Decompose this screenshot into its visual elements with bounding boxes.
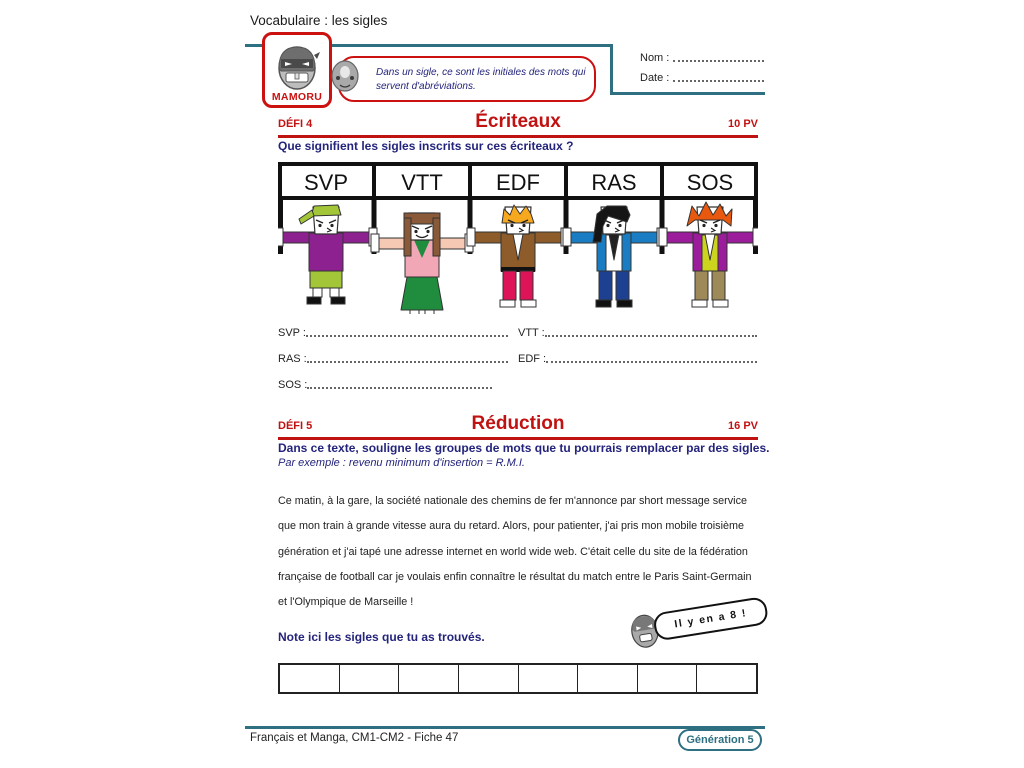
name-label: Nom : <box>640 52 670 64</box>
answer-write-line <box>307 351 508 363</box>
sigles-answer-table <box>278 663 758 694</box>
header-rule-vertical <box>610 44 613 95</box>
defi5-instruction: Dans ce texte, souligne les groupes de mots que tu pourrais remplacer par des sigles. <box>278 441 770 455</box>
defi5-points: 16 PV <box>728 420 758 432</box>
sign-label-edf: EDF <box>496 170 540 195</box>
ecriteaux-character-kid-orange-hair <box>659 202 758 307</box>
sigles-cell-5 <box>519 665 579 692</box>
paragraph-line-2: que mon train à grande vitesse aura du retard. Alors, pour patienter, j'ai pris mon mobile troisième <box>278 520 744 533</box>
hint-badge-text: Il y en a 8 ! <box>673 607 748 631</box>
answer-label: RAS : <box>278 353 307 365</box>
defi4-points: 10 PV <box>728 118 758 130</box>
defi4-label: DÉFI 4 <box>278 118 313 130</box>
answer-label: VTT : <box>518 327 545 339</box>
sigles-cell-4 <box>459 665 519 692</box>
mamoru-name: MAMORU <box>271 91 323 103</box>
defi4-header <box>278 111 758 138</box>
mamoru-character-box <box>262 32 332 108</box>
brand-name: Génération 5 <box>686 734 754 746</box>
answer-write-line <box>546 351 757 363</box>
defi5-example: Par exemple : revenu minimum d'insertion = R.M.I. <box>278 457 525 469</box>
sigles-cell-6 <box>578 665 638 692</box>
date-write-line <box>673 70 764 82</box>
answer-line-ras <box>278 351 508 365</box>
answer-line-edf <box>518 351 757 365</box>
brand-badge <box>678 729 762 751</box>
answer-label: EDF : <box>518 353 547 365</box>
answer-line-svp <box>278 325 508 339</box>
defi4-question: Que signifient les sigles inscrits sur ces écriteaux ? <box>278 139 574 153</box>
ecriteaux-scene <box>278 162 758 314</box>
defi5-label: DÉFI 5 <box>278 420 313 432</box>
sign-label-sos: SOS <box>686 170 734 195</box>
defi5-title: Réduction <box>471 413 565 434</box>
sign-label-ras: RAS <box>591 170 637 195</box>
mamoru-speech-text: Dans un sigle, ce sont les initiales des mots qui servent d'abréviations. <box>376 66 586 92</box>
sigles-cell-2 <box>340 665 400 692</box>
date-field-row <box>640 70 764 84</box>
ecriteaux-character-boy-green-cap <box>278 205 377 304</box>
answer-label: SOS : <box>278 379 308 391</box>
answer-write-line <box>306 325 508 337</box>
footer-reference: Français et Manga, CM1-CM2 - Fiche 47 <box>250 732 459 744</box>
hint-badge-pill <box>652 596 769 641</box>
mamoru-face-icon <box>274 43 320 91</box>
answer-write-line <box>545 325 757 337</box>
sigles-cell-8 <box>697 665 756 692</box>
sigles-cell-7 <box>638 665 698 692</box>
paragraph-line-3: génération et j'ai tapé une adresse internet en world wide web. C'était celle du site de la fédération <box>278 545 748 558</box>
sign-label-svp: SVP <box>303 170 349 195</box>
defi5-note-label: Note ici les sigles que tu as trouvés. <box>278 630 485 644</box>
defi5-header <box>278 413 758 440</box>
date-label: Date : <box>640 72 670 84</box>
mamoru-speech-bubble <box>338 56 596 102</box>
answer-label: SVP : <box>278 327 306 339</box>
chibi-face-icon <box>330 58 360 94</box>
ecriteaux-character-boy-blond <box>467 205 569 307</box>
ecriteaux-character-boy-black-hair <box>563 206 665 307</box>
header-rule-bottom <box>610 92 765 95</box>
answer-write-line <box>307 377 492 389</box>
sigles-cell-1 <box>280 665 340 692</box>
paragraph-line-5: et l'Olympique de Marseille ! <box>278 596 414 609</box>
answer-line-sos <box>278 377 492 391</box>
paragraph-line-1: Ce matin, à la gare, la société nationale des chemins de fer m'annonce par short message service <box>278 495 747 507</box>
page-title: Vocabulaire : les sigles <box>250 13 388 28</box>
name-write-line <box>673 50 764 62</box>
paragraph-line-4: française de football car je voulais enfin connaître le résultat du match entre le Paris Saint-Germain <box>278 570 752 583</box>
ecriteaux-svg <box>278 162 758 314</box>
sign-label-vtt: VTT <box>401 170 443 195</box>
ecriteaux-character-girl-brown-hair <box>371 213 473 314</box>
defi5-text-paragraph <box>278 489 752 615</box>
defi4-title: Écriteaux <box>475 111 561 132</box>
answer-line-vtt <box>518 325 757 339</box>
sigles-cell-3 <box>399 665 459 692</box>
name-field-row <box>640 50 764 64</box>
